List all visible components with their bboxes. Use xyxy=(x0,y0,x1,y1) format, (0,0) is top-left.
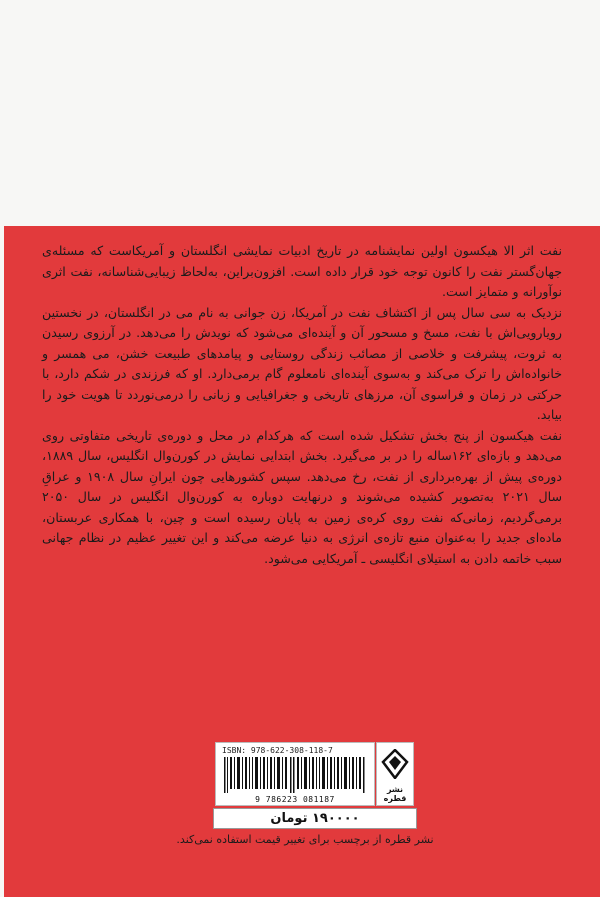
blurb-text xyxy=(42,241,562,569)
drop-logo-icon xyxy=(381,749,409,779)
publisher-logo xyxy=(376,742,414,806)
barcode-bars-icon xyxy=(224,757,366,793)
blurb-paragraph-2: نزدیک به سی سال پس از اکتشاف نفت در آمریکا، زن جوانی به نام می در انگلستان، در نخستین رویارویی‌اش با نفت، مسخ و مسحور آن و آینده‌ای می‌شود که نویدش را می‌دهد. در آرزوی رسیدن به ثروت، پیشرفت و خلاصی از مصائب زندگی روستایی و پیامدهای طبیعت خشن، می همسر و خانواده‌اش را ترک می‌کند و به‌سوی آینده‌ای نامعلوم گام برمی‌دارد. او که فرزندی در شکم دارد، با حرکتی در زمان و فراسوی آن، مرزهای تاریخی و جغرافیایی و زبانی را درمی‌نوردد تا هویت خود را بیابد. xyxy=(42,304,562,422)
blurb-paragraph-1: نفت اثر الا هیکسون اولین نمایشنامه در تاریخ ادبیات نمایشی انگلستان و آمریکاست که مسئله‌ی جهان‌گستر نفت را کانون توجه خود قرار داده است. افزون‌براین، به‌لحاظ زیبایی‌شناسانه، نفت اثری نوآورانه و متمایز است. xyxy=(42,243,562,299)
barcode-digits: 9 786223 081187 xyxy=(255,795,335,804)
isbn-barcode xyxy=(215,742,375,806)
isbn-number: ISBN: 978-622-308-118-7 xyxy=(222,746,333,755)
blurb-paragraph-3: نفت هیکسون از پنج بخش تشکیل شده است که هرکدام در محل و دوره‌ی تاریخی متفاوتی روی می‌دهد و بازه‌ای ۱۶۲ساله را در بر می‌گیرد. بخش ابتدایی نمایش در کورن‌وال انگلیس، سال ۱۸۸۹، دوره‌ی پیش از بهره‌برداری از نفت، رخ می‌دهد. سپس کشورهایی چون ایرانِ سال ۱۹۰۸ و عراقِ سال ۲۰۲۱ به‌تصویر کشیده می‌شوند و درنهایت دوباره به کورن‌وال انگلیس در سال ۲۰۵۰ برمی‌گردیم، زمانی‌که نفت روی کره‌ی زمین به پایان رسیده است و چین، با همکاری عربستان، ماده‌ای جدید را به‌عنوان منبع تازه‌ی انرژی به دنیا عرضه می‌کند و این تغییر عظیم در نظام جهانی سبب خاتمه دادن به استیلای انگلیسی ـ آمریکایی می‌شود. xyxy=(42,427,563,566)
publisher-logo-text: نشر قطره xyxy=(383,785,407,803)
price-label: ۱۹۰۰۰۰ تومان xyxy=(213,808,417,829)
publisher-note: نشر قطره از برچسب برای تغییر قیمت استفاده نمی‌کند. xyxy=(176,833,434,846)
